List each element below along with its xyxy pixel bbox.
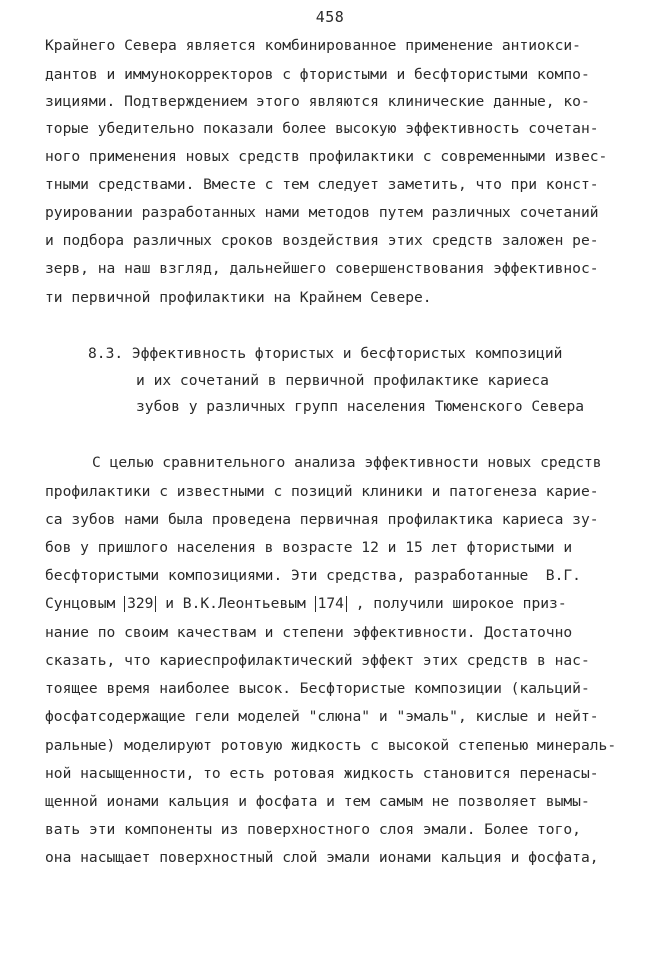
- text-line: тными средствами. Вместе с тем следует заметить, что при конст-: [45, 176, 599, 193]
- text-line: торые убедительно показали более высокую эффективность сочетан-: [45, 120, 599, 137]
- text-line: Крайнего Севера является комбинированное применение антиокси-: [45, 37, 581, 54]
- text-line: щенной ионами кальция и фосфата и тем самым не позволяет вымы-: [45, 793, 590, 810]
- text-fragment: , получили широкое приз-: [346, 595, 567, 612]
- section-heading-line: 8.3. Эффективность фтористых и бесфтористых композиций: [88, 345, 563, 362]
- citation-ref: 329: [124, 596, 156, 612]
- text-line: нание по своим качествам и степени эффективности. Достаточно: [45, 624, 573, 641]
- text-line: са зубов нами была проведена первичная профилактика кариеса зу-: [45, 511, 599, 528]
- text-line: дантов и иммунокорректоров с фтористыми и бесфтористыми компо-: [45, 66, 590, 83]
- text-line: ральные) моделируют ротовую жидкость с высокой степенью минераль-: [45, 737, 617, 754]
- text-line: С целью сравнительного анализа эффективности новых средств: [92, 454, 602, 471]
- text-line: ти первичной профилактики на Крайнем Севере.: [45, 289, 432, 306]
- text-line: фосфатсодержащие гели моделей "слюна" и "эмаль", кислые и нейт-: [45, 708, 599, 725]
- text-line: бесфтористыми композициями. Эти средства, разработанные В.Г.: [45, 567, 581, 584]
- text-line: зициями. Подтверждением этого являются клинические данные, ко-: [45, 93, 590, 110]
- text-fragment: и В.К.Леонтьевым: [156, 595, 315, 612]
- section-heading-line: зубов у различных групп населения Тюменского Севера: [136, 398, 585, 415]
- text-line: ного применения новых средств профилактики с современными извес-: [45, 148, 608, 165]
- text-line: зерв, на наш взгляд, дальнейшего совершенствования эффективнос-: [45, 260, 599, 277]
- citation-ref: 174: [315, 596, 347, 612]
- text-line: она насыщает поверхностный слой эмали ионами кальция и фосфата,: [45, 849, 599, 866]
- text-line: ной насыщенности, то есть ротовая жидкость становится перенасы-: [45, 765, 599, 782]
- text-fragment: Сунцовым: [45, 595, 125, 612]
- text-line: тоящее время наиболее высок. Бесфтористые композиции (кальций-: [45, 680, 590, 697]
- text-line: и подбора различных сроков воздействия этих средств заложен ре-: [45, 232, 599, 249]
- text-line: сказать, что кариеспрофилактический эффект этих средств в нас-: [45, 652, 590, 669]
- text-line: бов у пришлого населения в возрасте 12 и 15 лет фтористыми и: [45, 539, 573, 556]
- text-line: вать эти компоненты из поверхностного слоя эмали. Более того,: [45, 821, 581, 838]
- text-line-with-references: [45, 595, 567, 613]
- text-line: руировании разработанных нами методов путем различных сочетаний: [45, 204, 599, 221]
- section-heading-line: и их сочетаний в первичной профилактике кариеса: [136, 372, 549, 389]
- page-number: 458: [315, 8, 345, 26]
- text-line: профилактики с известными с позиций клиники и патогенеза карие-: [45, 483, 599, 500]
